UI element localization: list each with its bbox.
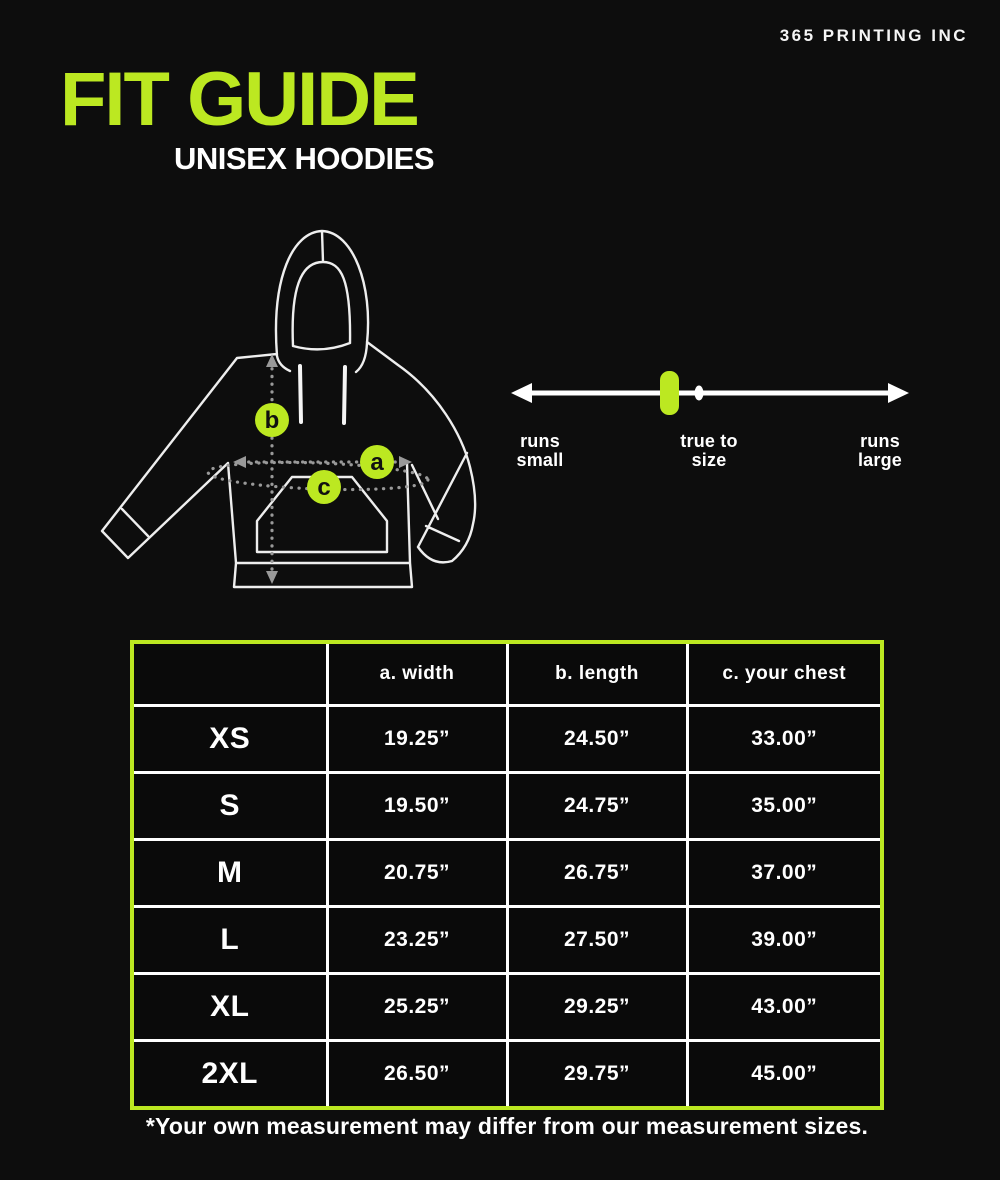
scale-label-line: small: [516, 450, 564, 470]
chest-cell: 43.00”: [687, 974, 882, 1041]
scale-marker: [660, 371, 679, 415]
width-cell: 23.25”: [327, 907, 507, 974]
chest-cell: 33.00”: [687, 706, 882, 773]
scale-label-runs-large: [828, 432, 932, 470]
table-header-row: [132, 642, 882, 706]
length-cell: 24.75”: [507, 773, 687, 840]
length-cell: 24.50”: [507, 706, 687, 773]
chest-cell: 37.00”: [687, 840, 882, 907]
width-cell: 20.75”: [327, 840, 507, 907]
header-blank: [132, 642, 327, 706]
table-row: [132, 840, 882, 907]
scale-arrow-right: [888, 383, 909, 403]
marker-b-label: b: [264, 407, 280, 434]
header-chest: c. your chest: [687, 642, 882, 706]
size-cell: L: [132, 907, 327, 974]
table-row: [132, 1041, 882, 1108]
length-cell: 26.75”: [507, 840, 687, 907]
width-cell: 26.50”: [327, 1041, 507, 1108]
brand-text: 365 PRINTING INC: [779, 26, 968, 45]
width-arrow-left: [233, 456, 246, 468]
size-cell: S: [132, 773, 327, 840]
size-cell: M: [132, 840, 327, 907]
fit-scale: [505, 360, 915, 425]
hoodie-outline-path: [102, 231, 475, 587]
marker-c-label: c: [317, 474, 331, 501]
table-row: [132, 706, 882, 773]
length-cell: 27.50”: [507, 907, 687, 974]
size-cell: XS: [132, 706, 327, 773]
scale-label-line: runs: [860, 431, 900, 451]
size-cell: 2XL: [132, 1041, 327, 1108]
scale-label-line: size: [691, 450, 727, 470]
marker-a-label: a: [370, 449, 384, 476]
width-cell: 25.25”: [327, 974, 507, 1041]
scale-label-true-to-size: [653, 432, 765, 470]
size-table: [130, 640, 884, 1110]
chest-cell: 45.00”: [687, 1041, 882, 1108]
length-arrow-down: [266, 571, 278, 584]
scale-label-line: true to: [680, 431, 738, 451]
chest-cell: 35.00”: [687, 773, 882, 840]
length-cell: 29.25”: [507, 974, 687, 1041]
header-width: a. width: [327, 642, 507, 706]
width-arrow-right: [399, 456, 412, 468]
scale-center-dot: [695, 386, 704, 401]
page-title: FIT GUIDE: [60, 57, 418, 142]
table-row: [132, 974, 882, 1041]
hoodie-drawstrings: [300, 366, 345, 423]
table-row: [132, 773, 882, 840]
width-cell: 19.50”: [327, 773, 507, 840]
scale-label-line: runs: [520, 431, 560, 451]
size-cell: XL: [132, 974, 327, 1041]
page-subtitle: UNISEX HOODIES: [174, 141, 434, 176]
scale-label-line: large: [857, 450, 903, 470]
footnote-text: *Your own measurement may differ from our measurement sizes.: [145, 1113, 869, 1139]
scale-label-runs-small: [488, 432, 592, 470]
table-row: [132, 907, 882, 974]
length-cell: 29.75”: [507, 1041, 687, 1108]
scale-arrow-left: [511, 383, 532, 403]
hoodie-diagram: [100, 215, 490, 605]
width-cell: 19.25”: [327, 706, 507, 773]
chest-cell: 39.00”: [687, 907, 882, 974]
header-length: b. length: [507, 642, 687, 706]
